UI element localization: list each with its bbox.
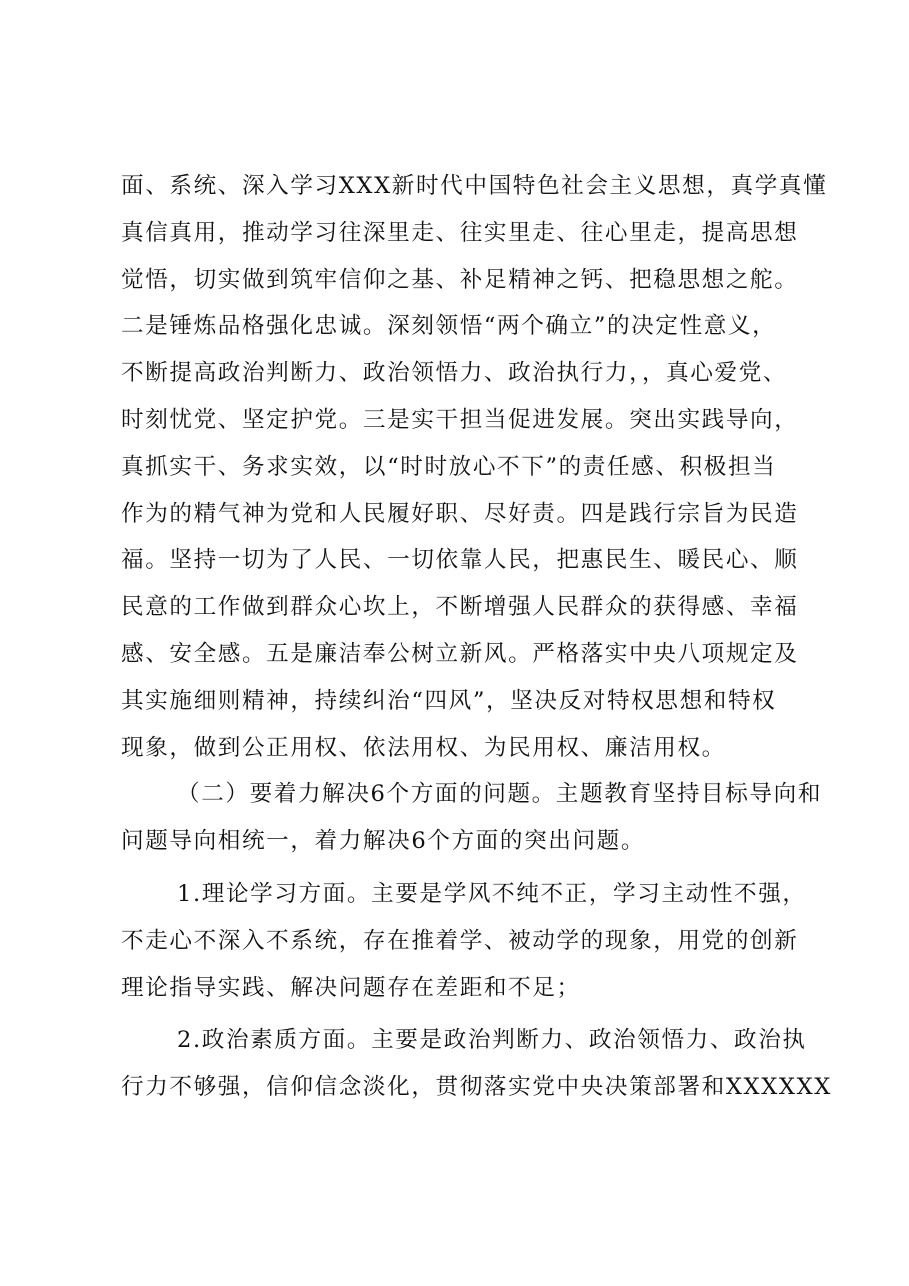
text-line: 真抓实干、务求实效，以“时时放心不下”的责任感、积极担当: [121, 453, 777, 480]
text-line: 民意的工作做到群众心坎上，不断增强人民群众的获得感、幸福: [121, 594, 799, 621]
text-line: 问题导向相统一，着力解决6个方面的突出问题。: [121, 828, 646, 855]
paragraph-item-1: [121, 871, 821, 1011]
text-line: （二）要着力解决6个方面的问题。主题教育坚持目标导向和: [177, 781, 823, 808]
paragraph-objectives: [121, 163, 828, 771]
document-body: [121, 163, 832, 1111]
text-line: 二是锤炼品格强化忠诚。深刻领悟“两个确立”的决定性意义，: [121, 313, 777, 340]
paragraph-section-two: [121, 771, 821, 865]
text-line: 面、系统、深入学习XXX新时代中国特色社会主义思想，真学真懂: [121, 173, 828, 199]
text-line: 觉悟，切实做到筑牢信仰之基、补足精神之钙、把稳思想之舵。: [121, 266, 799, 293]
text-line: 1.理论学习方面。主要是学风不纯不正，学习主动性不强，: [177, 880, 807, 907]
text-line: 福。坚持一切为了人民、一切依靠人民，把惠民生、暖民心、顺: [121, 547, 799, 574]
text-line: 作为的精气神为党和人民履好职、尽好责。四是践行宗旨为民造: [121, 500, 799, 527]
text-line: 不走心不深入不系统，存在推着学、被动学的现象，用党的创新: [121, 927, 799, 954]
text-line: 时刻忧党、坚定护党。三是实干担当促进发展。突出实践导向，: [121, 406, 799, 433]
text-line: 理论指导实践、解决问题存在差距和不足；: [121, 974, 581, 1001]
text-line: 行力不够强，信仰信念淡化，贯彻落实党中央决策部署和XXXXXX: [121, 1074, 832, 1101]
paragraph-item-2: [121, 1017, 832, 1111]
text-line: 现象，做到公正用权、依法用权、为民用权、廉洁用权。: [121, 734, 726, 761]
text-line: 感、安全感。五是廉洁奉公树立新风。严格落实中央八项规定及: [121, 640, 799, 667]
text-line: 真信真用，推动学习往深里走、往实里走、往心里走，提高思想: [121, 219, 799, 246]
text-line: 其实施细则精神，持续纠治“四风”，坚决反对特权思想和特权: [121, 687, 777, 714]
text-line: 2.政治素质方面。主要是政治判断力、政治领悟力、政治执: [177, 1027, 807, 1054]
text-line: 不断提高政治判断力、政治领悟力、政治执行力，，真心爱党、: [121, 360, 788, 387]
